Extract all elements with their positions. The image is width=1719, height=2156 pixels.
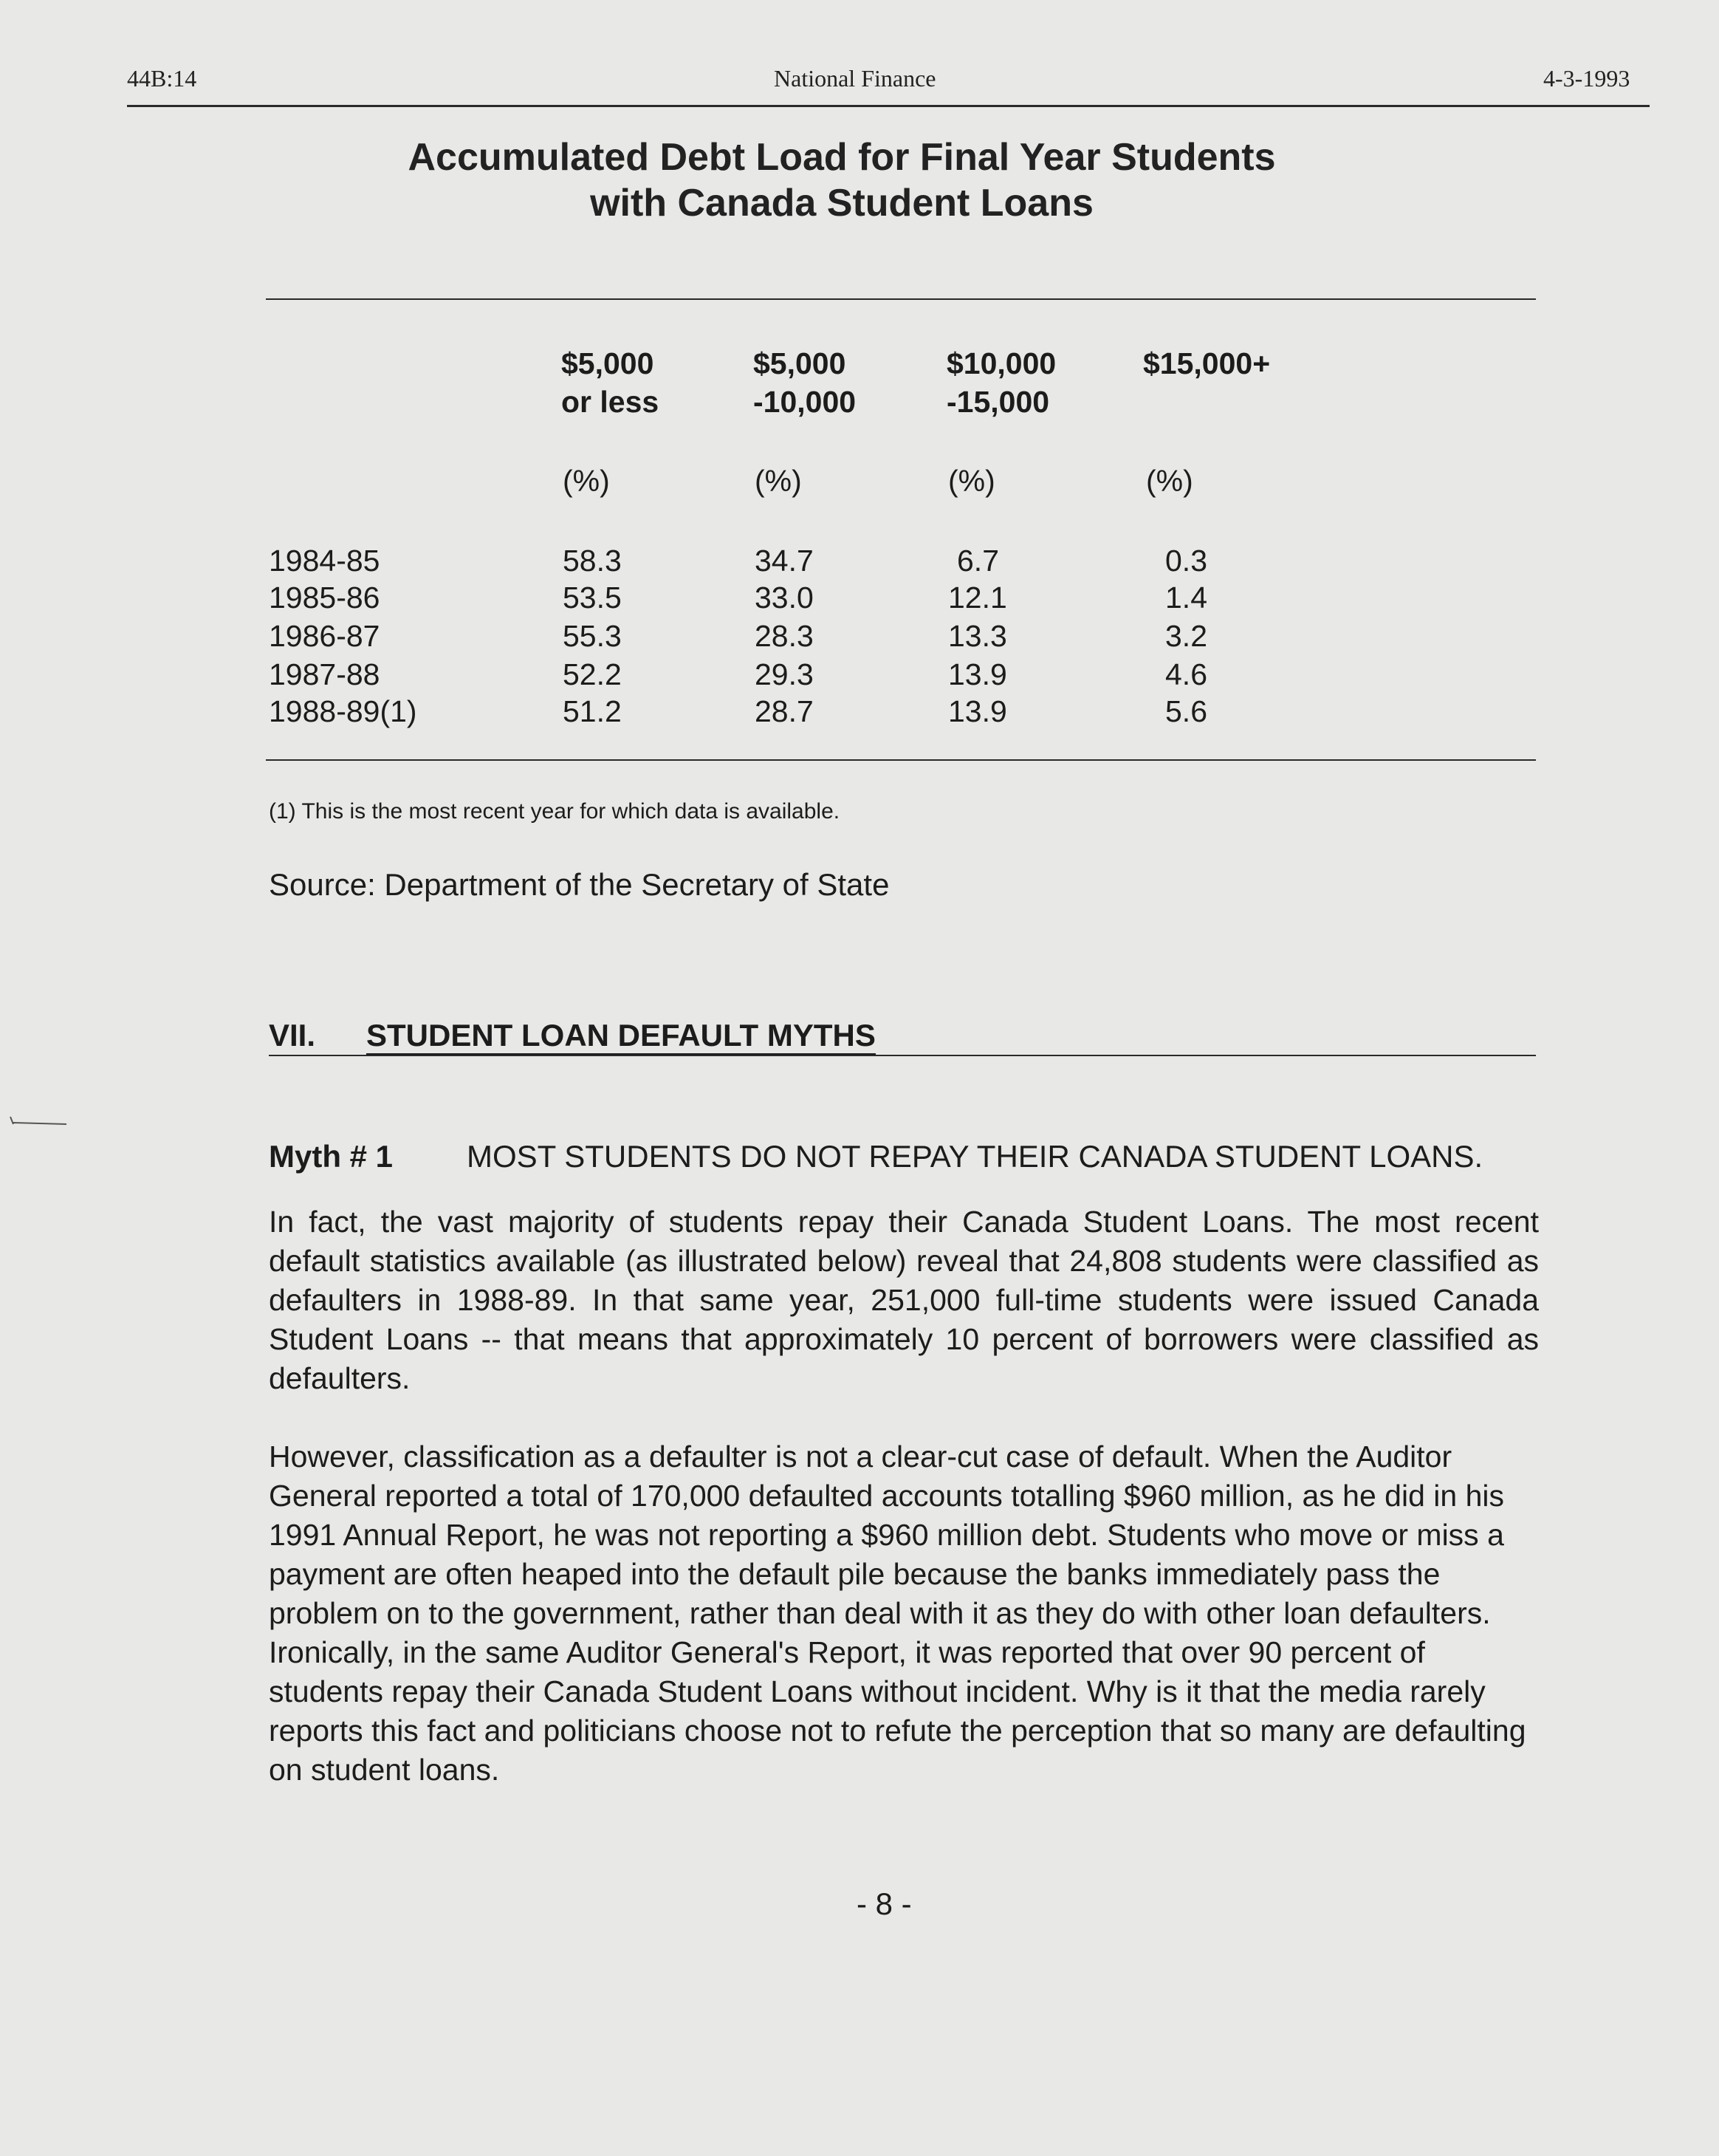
row-year: 1987-88	[269, 657, 380, 691]
column-header-1-line-1: $5,000	[561, 346, 654, 380]
cell-col-2: 33.0	[755, 581, 814, 615]
header-publication: National Finance	[774, 65, 936, 92]
column-header-1	[561, 344, 659, 421]
column-unit-4: (%)	[1146, 464, 1193, 498]
column-header-2	[753, 344, 856, 421]
table-source: Source: Department of the Secretary of State	[269, 867, 890, 902]
cell-col-3: 13.9	[948, 657, 1007, 691]
row-year: 1984-85	[269, 544, 380, 578]
table-title-line-2: with Canada Student Loans	[590, 182, 1094, 225]
cell-col-4: 5.6	[1165, 694, 1207, 728]
column-header-2-line-2: -10,000	[753, 385, 857, 419]
cell-col-4: 3.2	[1165, 619, 1207, 653]
row-year: 1985-86	[269, 581, 380, 615]
column-header-4-line-1: $15,000+	[1143, 346, 1271, 380]
section-number: VII.	[269, 1018, 316, 1053]
table-footnote: (1) This is the most recent year for which data is available.	[269, 799, 840, 824]
body-paragraph-2: However, classification as a defaulter is not a clear-cut case of default. When the Auditor General reported a total of 170,000 defaulted accounts totalling $960 million, as he did in his 1991 Annual Report, he was not reporting a $960 million debt. Students who move or miss a payment are often heaped into the default pile because the banks immediately pass the problem on to the government, rather than deal with it as they do with other loan defaulters. Ironically, in the same Auditor General's Report, it was reported that over 90 percent of students repay their Canada Student Loans without incident. Why is it that the media rarely reports this fact and politicians choose not to refute the perception that so many are defaulting on student loans.	[269, 1440, 1526, 1787]
column-header-3-line-2: -15,000	[947, 385, 1050, 419]
cell-col-3: 6.7	[957, 544, 999, 578]
body-paragraph-1: In fact, the vast majority of students repay their Canada Student Loans. The most recent default statistics available (as illustrated below) reveal that 24,808 students were classified as defaulters in 1988-89. In that same year, 251,000 full-time students were issued Canada Student Loans -- that means that approximately 10 percent of borrowers were classified as defaulters.	[269, 1205, 1539, 1395]
cell-col-1: 51.2	[563, 694, 622, 728]
cell-col-4: 1.4	[1165, 581, 1207, 615]
myth-statement: MOST STUDENTS DO NOT REPAY THEIR CANADA STUDENT LOANS.	[467, 1139, 1483, 1174]
column-unit-2: (%)	[755, 464, 802, 498]
header-document-code: 44B:14	[127, 65, 197, 92]
cell-col-1: 55.3	[563, 619, 622, 653]
cell-col-1: 58.3	[563, 544, 622, 578]
row-year: 1986-87	[269, 619, 380, 653]
row-year: 1988-89(1)	[269, 694, 417, 728]
table-title-line-1: Accumulated Debt Load for Final Year Students	[408, 136, 1276, 179]
cell-col-2: 28.7	[755, 694, 814, 728]
column-header-1-line-2: or less	[561, 385, 659, 419]
page-number: - 8 -	[857, 1886, 912, 1921]
column-header-4	[1143, 344, 1270, 383]
cell-col-1: 52.2	[563, 657, 622, 691]
header-date: 4-3-1993	[1543, 65, 1630, 92]
table-title	[266, 134, 1418, 226]
cell-col-4: 0.3	[1165, 544, 1207, 578]
section-title: STUDENT LOAN DEFAULT MYTHS	[366, 1018, 876, 1055]
cell-col-1: 53.5	[563, 581, 622, 615]
column-header-3	[947, 344, 1056, 421]
myth-label: Myth # 1	[269, 1139, 394, 1174]
cell-col-3: 13.3	[948, 619, 1007, 653]
cell-col-4: 4.6	[1165, 657, 1207, 691]
column-unit-1: (%)	[563, 464, 610, 498]
cell-col-2: 29.3	[755, 657, 814, 691]
column-unit-3: (%)	[948, 464, 995, 498]
table-bottom-rule	[266, 759, 1536, 761]
cell-col-2: 28.3	[755, 619, 814, 653]
header-rule	[127, 105, 1650, 107]
section-rule	[269, 1055, 1536, 1056]
cell-col-2: 34.7	[755, 544, 814, 578]
margin-mark	[9, 1115, 68, 1126]
cell-col-3: 12.1	[948, 581, 1007, 615]
table-top-rule	[266, 298, 1536, 300]
column-header-3-line-1: $10,000	[947, 346, 1057, 380]
column-header-2-line-1: $5,000	[753, 346, 846, 380]
cell-col-3: 13.9	[948, 694, 1007, 728]
